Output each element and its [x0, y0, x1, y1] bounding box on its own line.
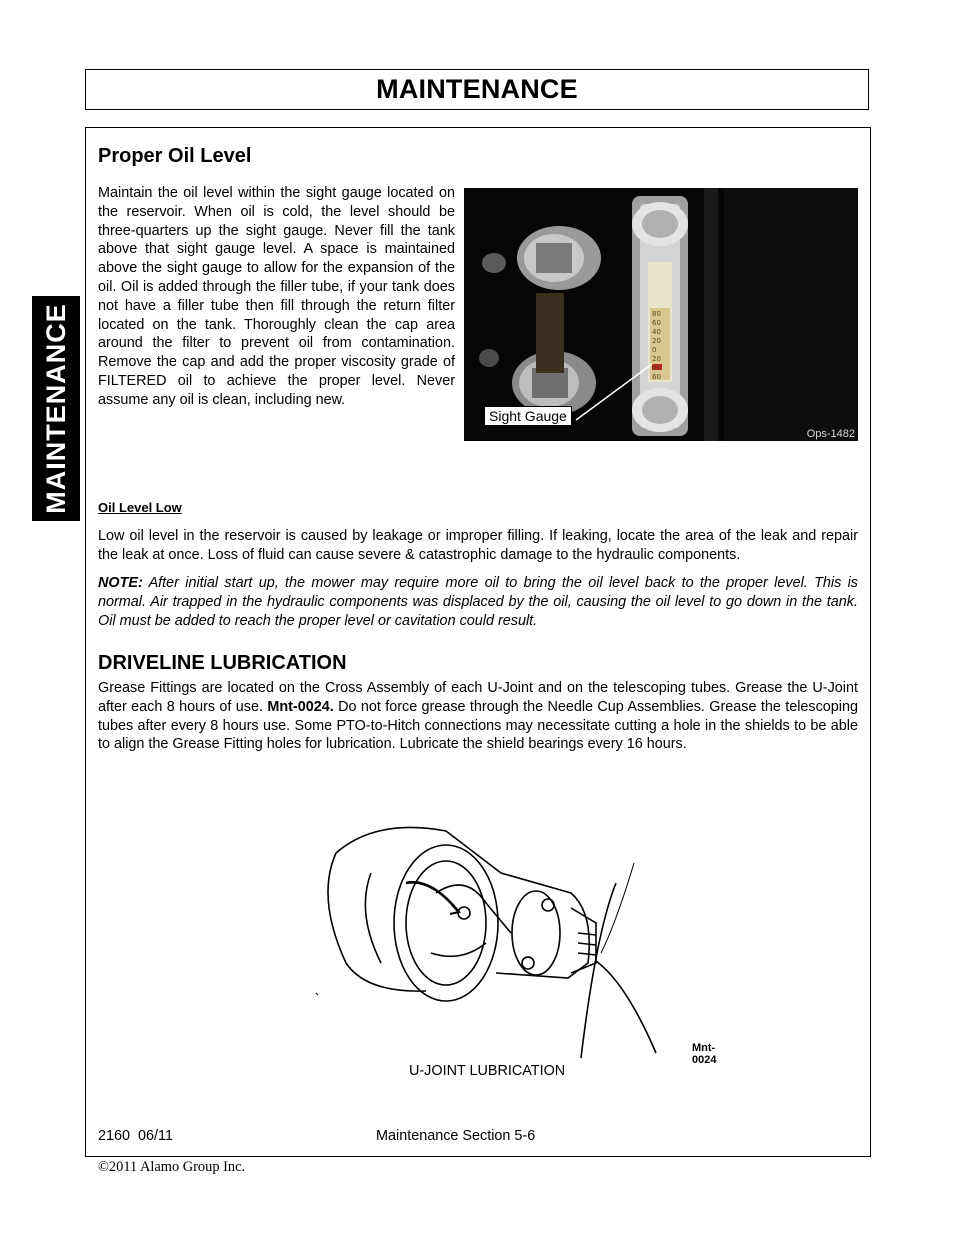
sight-gauge-photo — [464, 188, 858, 441]
ujoint-figure — [296, 813, 717, 1066]
oil-note — [98, 574, 858, 630]
gauge-tick: 20 — [652, 355, 661, 363]
gauge-tick: 40 — [652, 328, 661, 336]
footer-section: Maintenance Section 5-6 — [376, 1128, 536, 1144]
gauge-tick: 80 — [652, 310, 661, 318]
content-frame — [85, 127, 871, 1157]
driveline-figure-ref: Mnt-0024. — [267, 698, 334, 715]
sight-gauge-illustration — [464, 188, 858, 441]
note-text: After initial start up, the mower may require more oil to bring the oil level back to the proper level. This is normal. Air trapped in the hydraulic components was displaced by the oil, causing the oil level to go down in the tank. Oil must be added to reach the proper level or cavitation could result. — [98, 575, 858, 629]
gauge-tick: 60 — [652, 319, 661, 327]
driveline-heading: DRIVELINE LUBRICATION — [98, 652, 347, 674]
oil-level-low-heading: Oil Level Low — [98, 500, 182, 515]
photo-code: Ops-1482 — [806, 428, 855, 440]
proper-oil-heading: Proper Oil Level — [98, 145, 252, 167]
side-tab — [32, 296, 80, 521]
gauge-tick: 20 — [652, 337, 661, 345]
figure-caption: U-JOINT LUBRICATION — [409, 1063, 566, 1079]
gauge-tick: 60 — [652, 373, 661, 381]
copyright: ©2011 Alamo Group Inc. — [98, 1159, 246, 1175]
driveline-text-2: Do not force grease through the Needle Cup Assemblies. Grease the telescoping tubes after every 8 hours use. Some PTO-to-Hitch connections may necessitate cutting a hole in the shields to be able to align the Grease Fitting holes for lubrication. Lubricate the shield bearings every 16 hours. — [98, 698, 859, 753]
gauge-tick: 0 — [652, 346, 657, 354]
footer-model-date: 2160 06/11 — [98, 1128, 173, 1144]
gauge-tick: 40 — [652, 364, 661, 372]
figure-code: Mnt-0024 — [692, 1042, 717, 1066]
page-header — [85, 69, 869, 110]
driveline-paragraph — [98, 679, 858, 754]
proper-oil-paragraph: Maintain the oil level within the sight gauge located on the reservoir. When oil is cold, the level should be three-quarters up the sight gauge. Never fill the tank above that sight gauge level. A space is maintained above the sight gauge to allow for the expansion of the oil. Oil is added through the filler tube, if your tank does not have a filler tube then fill through the return filter located on the tank. Thoroughly clean the cap area around the filter to prevent oil from contamination. Remove the cap and add the proper viscosity grade of FILTERED oil to achieve the proper level. Never assume any oil is clean, including new. — [98, 185, 455, 408]
ujoint-drawing — [296, 813, 676, 1058]
note-label: NOTE: — [98, 575, 143, 591]
sight-gauge-callout: Sight Gauge — [484, 406, 572, 426]
side-tab-label: MAINTENANCE — [40, 303, 71, 514]
page-title: MAINTENANCE — [376, 74, 578, 104]
oil-level-low-paragraph: Low oil level in the reservoir is caused by leakage or improper filling. If leaking, locate the area of the leak and repair the leak at once. Loss of fluid can cause severe & catastrophic damage to the hydraulic components. — [98, 528, 858, 563]
driveline-text-1: Grease Fittings are located on the Cross Assembly of each U-Joint and on the telescoping tubes. Grease the U-Joint after each 8 hours of use. — [98, 680, 858, 715]
